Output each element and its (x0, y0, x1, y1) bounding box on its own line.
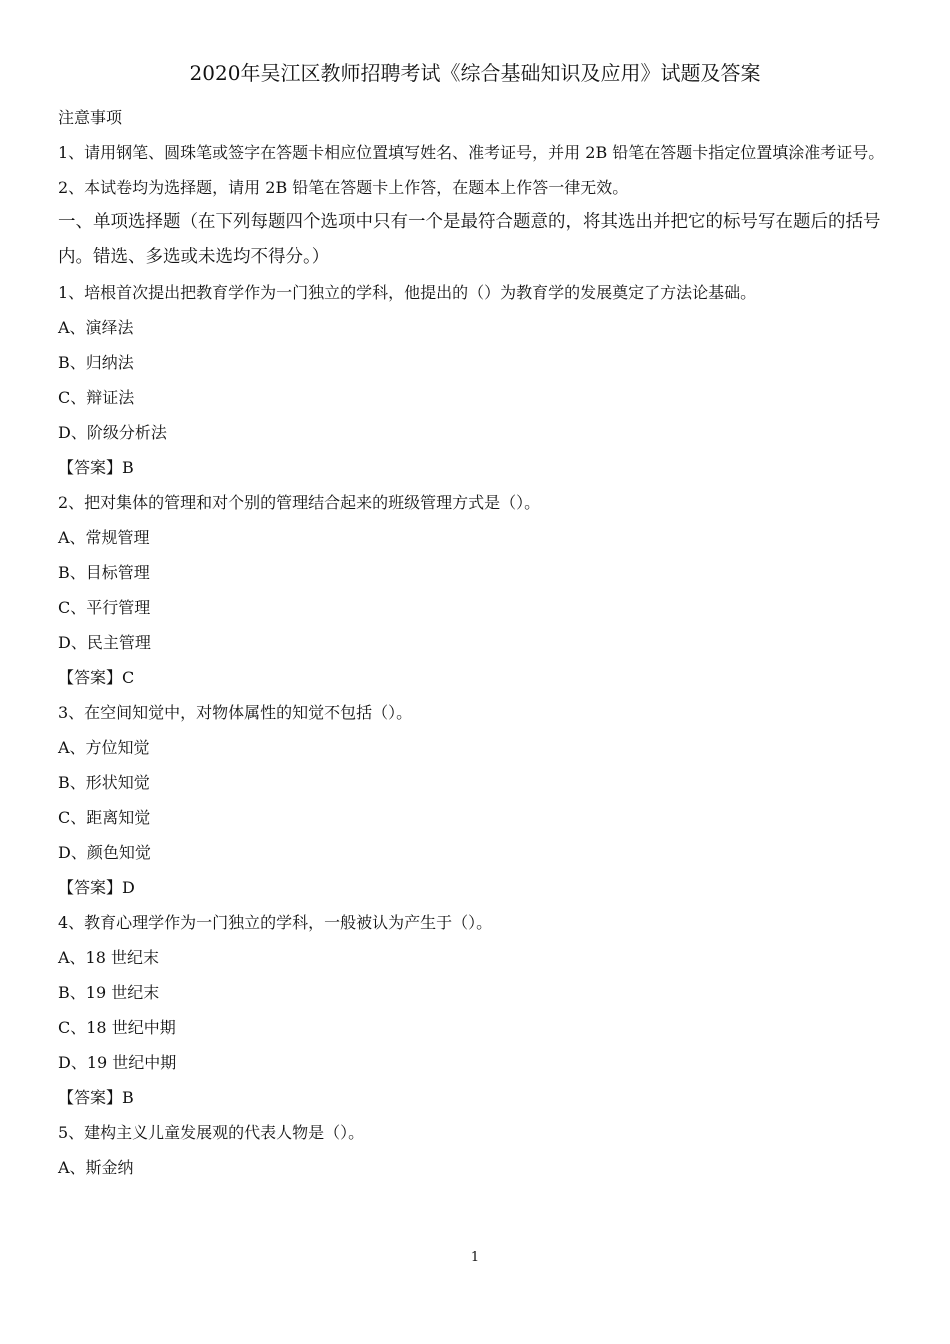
question-stem: 1、培根首次提出把教育学作为一门独立的学科，他提出的（）为教育学的发展奠定了方法论基础。 (58, 283, 757, 302)
answer: 【答案】C (58, 668, 135, 687)
document-body (58, 100, 894, 1185)
question-5 (58, 1115, 894, 1185)
option-d: D、颜色知觉 (58, 843, 151, 862)
question-stem: 2、把对集体的管理和对个别的管理结合起来的班级管理方式是（）。 (58, 493, 541, 512)
answer: 【答案】B (58, 1088, 134, 1107)
question-4 (58, 905, 894, 1115)
option-a: A、常规管理 (58, 528, 150, 547)
option-a: A、演绎法 (58, 318, 134, 337)
question-stem: 3、在空间知觉中，对物体属性的知觉不包括（）。 (58, 703, 413, 722)
question-1 (58, 275, 894, 485)
question-stem: 5、建构主义儿童发展观的代表人物是（）。 (58, 1123, 365, 1142)
option-c: C、辩证法 (58, 388, 135, 407)
option-c: C、距离知觉 (58, 808, 151, 827)
option-d: D、19 世纪中期 (58, 1053, 177, 1072)
option-a: A、斯金纳 (58, 1158, 134, 1177)
option-a: A、18 世纪末 (58, 948, 160, 967)
option-c: C、平行管理 (58, 598, 151, 617)
question-3 (58, 695, 894, 905)
answer: 【答案】B (58, 458, 134, 477)
option-d: D、民主管理 (58, 633, 151, 652)
notice-item-2: 2、本试卷均为选择题，请用 2B 铅笔在答题卡上作答，在题本上作答一律无效。 (58, 178, 629, 197)
option-b: B、形状知觉 (58, 773, 150, 792)
option-b: B、目标管理 (58, 563, 150, 582)
option-b: B、归纳法 (58, 353, 134, 372)
option-a: A、方位知觉 (58, 738, 150, 757)
option-c: C、18 世纪中期 (58, 1018, 176, 1037)
notice-item-1: 1、请用钢笔、圆珠笔或签字在答题卡相应位置填写姓名、准考证号，并用 2B 铅笔在答题卡指定位置填涂准考证号。 (58, 143, 885, 162)
question-2 (58, 485, 894, 695)
document-title: 2020年吴江区教师招聘考试《综合基础知识及应用》试题及答案 (189, 61, 761, 85)
option-d: D、阶级分析法 (58, 423, 167, 442)
section-heading: 一、单项选择题（在下列每题四个选项中只有一个是最符合题意的，将其选出并把它的标号写在题后的括号内。错选、多选或未选均不得分。） (58, 212, 881, 267)
page-number: 1 (470, 1250, 480, 1265)
question-stem: 4、教育心理学作为一门独立的学科，一般被认为产生于（）。 (58, 913, 493, 932)
notice-heading: 注意事项 (58, 108, 123, 127)
option-b: B、19 世纪末 (58, 983, 160, 1002)
answer: 【答案】D (58, 878, 135, 897)
